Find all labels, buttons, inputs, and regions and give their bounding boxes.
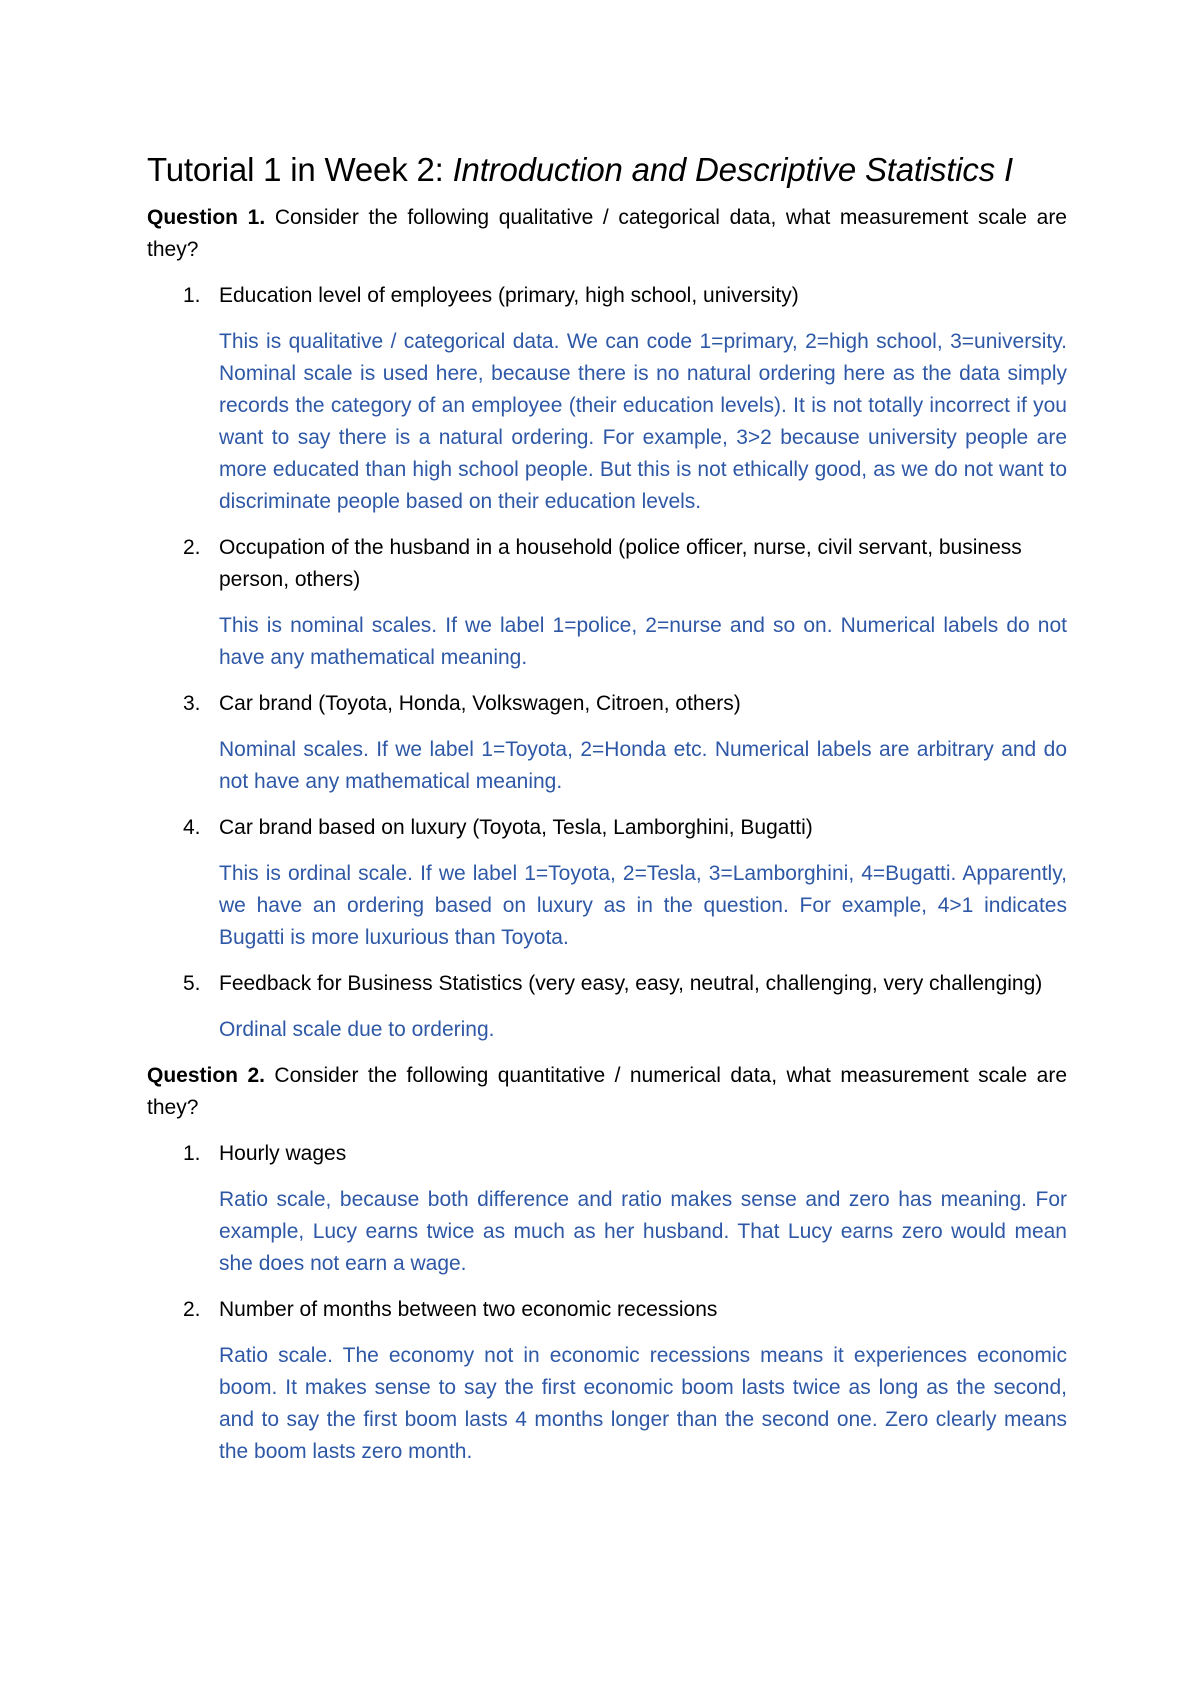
document-page xyxy=(147,148,1067,1482)
question-item xyxy=(147,688,1067,798)
question-item-list xyxy=(147,280,1067,1046)
item-number: 3. xyxy=(183,692,201,715)
item-answer: This is nominal scales. If we label 1=police, 2=nurse and so on. Numerical labels do not have any mathematical meaning. xyxy=(219,614,1067,669)
item-number: 5. xyxy=(183,972,201,995)
title-prefix: Tutorial 1 in Week 2: xyxy=(147,151,453,188)
item-number: 2. xyxy=(183,536,201,559)
question-label: Question 2. xyxy=(147,1064,265,1087)
question-prompt xyxy=(147,1060,1067,1124)
question-item-list xyxy=(147,1138,1067,1468)
question-item xyxy=(147,968,1067,1046)
item-text: Feedback for Business Statistics (very easy, easy, neutral, challenging, very challenging) xyxy=(219,972,1043,995)
item-text: Car brand (Toyota, Honda, Volkswagen, Citroen, others) xyxy=(219,692,741,715)
item-answer: Nominal scales. If we label 1=Toyota, 2=Honda etc. Numerical labels are arbitrary and do not have any mathematical meaning. xyxy=(219,738,1067,793)
question-text: Consider the following quantitative / numerical data, what measurement scale are they? xyxy=(147,1064,1067,1119)
item-number: 4. xyxy=(183,816,201,839)
question-section xyxy=(147,202,1067,1046)
item-text: Car brand based on luxury (Toyota, Tesla, Lamborghini, Bugatti) xyxy=(219,816,813,839)
question-prompt xyxy=(147,202,1067,266)
item-text: Occupation of the husband in a household (police officer, nurse, civil servant, business person, others) xyxy=(219,536,1022,591)
item-answer: Ordinal scale due to ordering. xyxy=(219,1018,495,1041)
question-label: Question 1. xyxy=(147,206,266,229)
question-section xyxy=(147,1060,1067,1468)
item-text: Education level of employees (primary, high school, university) xyxy=(219,284,799,307)
item-text: Hourly wages xyxy=(219,1142,347,1165)
item-number: 1. xyxy=(183,1142,201,1165)
item-number: 2. xyxy=(183,1298,201,1321)
question-text: Consider the following qualitative / categorical data, what measurement scale are they? xyxy=(147,206,1067,261)
item-answer: Ratio scale, because both difference and ratio makes sense and zero has meaning. For example, Lucy earns twice as much as her husband. That Lucy earns zero would mean she does not earn a wage. xyxy=(219,1188,1067,1275)
item-text: Number of months between two economic recessions xyxy=(219,1298,718,1321)
question-item xyxy=(147,1294,1067,1468)
item-answer: Ratio scale. The economy not in economic recessions means it experiences economic boom. It makes sense to say the first economic boom lasts twice as long as the second, and to say the first boom lasts 4 months longer than the second one. Zero clearly means the boom lasts zero month. xyxy=(219,1344,1067,1463)
question-item xyxy=(147,280,1067,518)
question-item xyxy=(147,1138,1067,1280)
item-answer: This is ordinal scale. If we label 1=Toyota, 2=Tesla, 3=Lamborghini, 4=Bugatti. Apparently, we have an ordering based on luxury as in the question. For example, 4>1 indicates Bugatti is more luxurious than Toyota. xyxy=(219,862,1067,949)
question-item xyxy=(147,812,1067,954)
item-number: 1. xyxy=(183,284,201,307)
item-answer: This is qualitative / categorical data. We can code 1=primary, 2=high school, 3=university. Nominal scale is used here, because there is no natural ordering here as the data simply records the category of an employee (their education levels). It is not totally incorrect if you want to say there is a natural ordering. For example, 3>2 because university people are more educated than high school people. But this is not ethically good, as we do not want to discriminate people based on their education levels. xyxy=(219,330,1067,513)
title-subject: Introduction and Descriptive Statistics I xyxy=(452,151,1013,188)
page-title xyxy=(147,148,1067,192)
question-item xyxy=(147,532,1067,674)
